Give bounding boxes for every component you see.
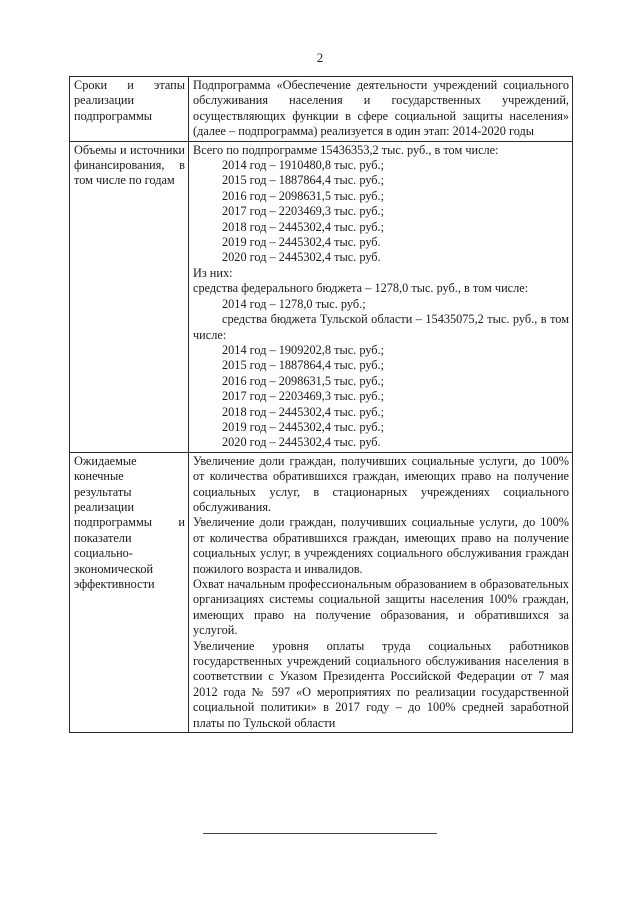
year-line: 2014 год – 1910480,8 тыс. руб.; — [222, 158, 385, 173]
result-paragraph: Увеличение уровня оплаты труда социальных работников государственных учреждений социального обслуживания населения в соответствии с Указом Президента Российской Федерации от 7 мая 2012 года № 597 «О мероприятиях по реализации государственной социальной политики» в 2017 году – до 100% средней заработной платы по Тульской области — [193, 638, 569, 730]
year-line: 2017 год – 2203469,3 тыс. руб.; — [222, 389, 385, 404]
year-line: 2019 год – 2445302,4 тыс. руб. — [222, 235, 381, 250]
label-line: показатели — [74, 530, 132, 545]
of-them-label: Из них: — [193, 265, 233, 280]
row-content-results — [189, 452, 573, 732]
timing-text: Подпрограмма «Обеспечение деятельности учреждений социального обслуживания населения и государственных учреждений, осуществляющих функции в сфере социальной защиты населения» (далее – подпрограмма) реализуется в один этап: 2014-2020 годы — [193, 78, 569, 139]
year-line: 2018 год – 2445302,4 тыс. руб.; — [222, 219, 385, 234]
year-line: 2018 год – 2445302,4 тыс. руб.; — [222, 404, 385, 419]
label-line: Ожидаемые — [74, 453, 137, 468]
label-text: Сроки и этапы реализации подпрограммы — [74, 78, 185, 123]
label-line: результаты — [74, 484, 132, 499]
table-row-financing — [70, 141, 573, 452]
row-label-financing — [70, 141, 189, 452]
row-content-timing — [189, 77, 573, 142]
year-line: 2019 год – 2445302,4 тыс. руб.; — [222, 419, 385, 434]
label-line: конечные — [74, 469, 124, 484]
label-line: реализации — [74, 499, 135, 514]
result-paragraph: Увеличение доли граждан, получивших социальные услуги, до 100% от количества обратившихся граждан, имеющих право на получение социальных услуг, в учреждениях социального обслуживания граждан пожилого возраста и инвалидов. — [193, 515, 569, 576]
label-line: экономической — [74, 561, 154, 576]
result-paragraph: Охват начальным профессиональным образованием в образовательных организациях системы социальной защиты населения 100% граждан, имеющих право на получение образования, и обратившихся за услугой. — [193, 577, 569, 638]
regional-budget-line: средства бюджета Тульской области – 15435075,2 тыс. руб., в том числе: — [193, 312, 569, 342]
year-line: 2014 год – 1909202,8 тыс. руб.; — [222, 342, 385, 357]
federal-budget-line: средства федерального бюджета – 1278,0 тыс. руб., в том числе: — [193, 281, 529, 296]
passport-table — [69, 76, 573, 733]
table-row-results — [70, 452, 573, 732]
table-row-timing — [70, 77, 573, 142]
label-text: Объемы и источники финансирования, в том числе по годам — [74, 142, 185, 188]
page-number: 2 — [316, 50, 324, 65]
row-label-timing — [70, 77, 189, 142]
year-line: 2016 год – 2098631,5 тыс. руб.; — [222, 188, 385, 203]
result-paragraph: Увеличение доли граждан, получивших социальные услуги, до 100% от количества обратившихся граждан, имеющих право на получение социальных услуг, в стационарных учреждениях социального обслуживания. — [193, 453, 569, 514]
label-line: эффективности — [74, 577, 155, 591]
year-line: 2017 год – 2203469,3 тыс. руб.; — [222, 204, 385, 219]
financing-total: Всего по подпрограмме 15436353,2 тыс. руб., в том числе: — [193, 142, 499, 157]
year-line: 2016 год – 2098631,5 тыс. руб.; — [222, 373, 385, 388]
footer-rule — [203, 833, 437, 834]
label-line: социально- — [74, 546, 133, 561]
year-line: 2020 год – 2445302,4 тыс. руб. — [222, 435, 381, 450]
label-line: подпрограммы и — [74, 515, 185, 530]
year-line: 2014 год – 1278,0 тыс. руб.; — [222, 296, 366, 311]
year-line: 2015 год – 1887864,4 тыс. руб.; — [222, 358, 385, 373]
year-line: 2015 год – 1887864,4 тыс. руб.; — [222, 173, 385, 188]
row-content-financing — [189, 141, 573, 452]
year-line: 2020 год – 2445302,4 тыс. руб. — [222, 250, 381, 265]
row-label-results — [70, 452, 189, 732]
